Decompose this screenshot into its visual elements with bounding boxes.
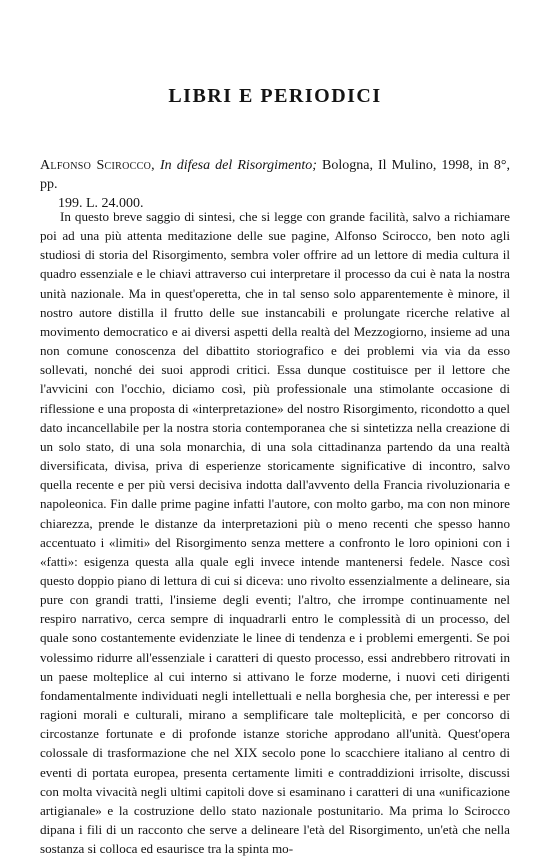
citation-book-title: In difesa del Risorgimento; xyxy=(159,158,317,173)
citation-author: Alfonso Scirocco, xyxy=(40,158,155,173)
citation-publisher: Bologna, Il Mulino, 1998, in 8°, pp. xyxy=(40,158,510,192)
section-title: LIBRI E PERIODICI xyxy=(168,85,382,107)
citation-pages-price: 199. L. 24.000. xyxy=(58,196,144,211)
bibliographic-citation xyxy=(40,156,510,213)
review-body-paragraph: In questo breve saggio di sintesi, che si legge con grande facilità, salvo a richiamare poi ad una più attenta meditazione delle sue pagine, Alfonso Scirocco, ben noto agli studiosi di storia del Risorgimento, sembra voler offrire ad un lettore di media cultura il quadro essenziale e le chiavi attraverso cui interpretare il processo da cui è nata la nostra unità nazionale. Ma in quest'operetta, che in tal senso solo apparentemente è minore, il nostro autore distilla il frutto delle sue instancabili e prolungate ricerche relative al movimento democratico e ai diversi aspetti della realtà del Mezzogiorno, insieme ad una non comune conoscenza del dibattito storiografico e dei problemi via via da esso sollevati, nonché dei suoi approdi critici. Essa dunque costituisce per il lettore che l'avvicini con l'occhio, diciamo così, più professionale una stimolante occasione di riflessione e una proposta di «interpretazione» del nostro Risorgimento, ricondotto a quel dato incancellabile per la nostra storia contemporanea che si sintetizza nella creazione di un solo stato, di una sola monarchia, di una sola cittadinanza partendo da una realtà diversificata, divisa, priva di esperienze storicamente significative di incontro, salvo quella recente e per più versi decisiva indotta dall'avvento della Francia rivoluzionaria e napoleonica. Fin dalle prime pagine infatti l'autore, con molto garbo, ma con non minore chiarezza, prende le distanze da interpretazioni più o meno recenti che spesso hanno accentuato i «limiti» del Risorgimento senza mettere a confronto le loro opinioni con i «fatti»: esigenza questa alla quale egli invece intende mantenersi fedele. Nasce così questo doppio piano di lettura di cui si diceva: uno rivolto essenzialmente a delineare, sia pure con grandi tratti, l'insieme degli eventi; l'altro, che irrompe continuamente nel respiro narrativo, cerca sempre di inquadrarli entro le complessità di un processo, del quale sono costantemente evidenziate le linee di tendenza e i problemi emergenti. Se poi volessimo ridurre all'essenziale i caratteri di questo processo, essi andrebbero ritrovati in un paese molteplice al cui interno si attivano le forze moderne, i nuovi ceti dirigenti fondamentalmente individuati negli intellettuali e nella borghesia che, per interessi e per ragioni morali e culturali, mirano a semplificare tale molteplicità, e per concorso di circostanze fortunate e di profonde istanze storiche approdano all'unità. Quest'opera colossale di trasformazione che nel XIX secolo pone lo scacchiere italiano al centro di eventi di portata europea, presenta certamente limiti e contraddizioni irrisolte, discussi con molta vivacità negli ultimi capitoli dove si esaminano i caratteri di una «unificazione artigianale» e la costruzione dello stato nazionale postunitario. Ma prima lo Scirocco dipana i fili di un racconto che serve a delineare l'età del Risorgimento, un'età che nella sostanza si colloca ed esaurisce tra la spinta mo- xyxy=(40,209,510,857)
